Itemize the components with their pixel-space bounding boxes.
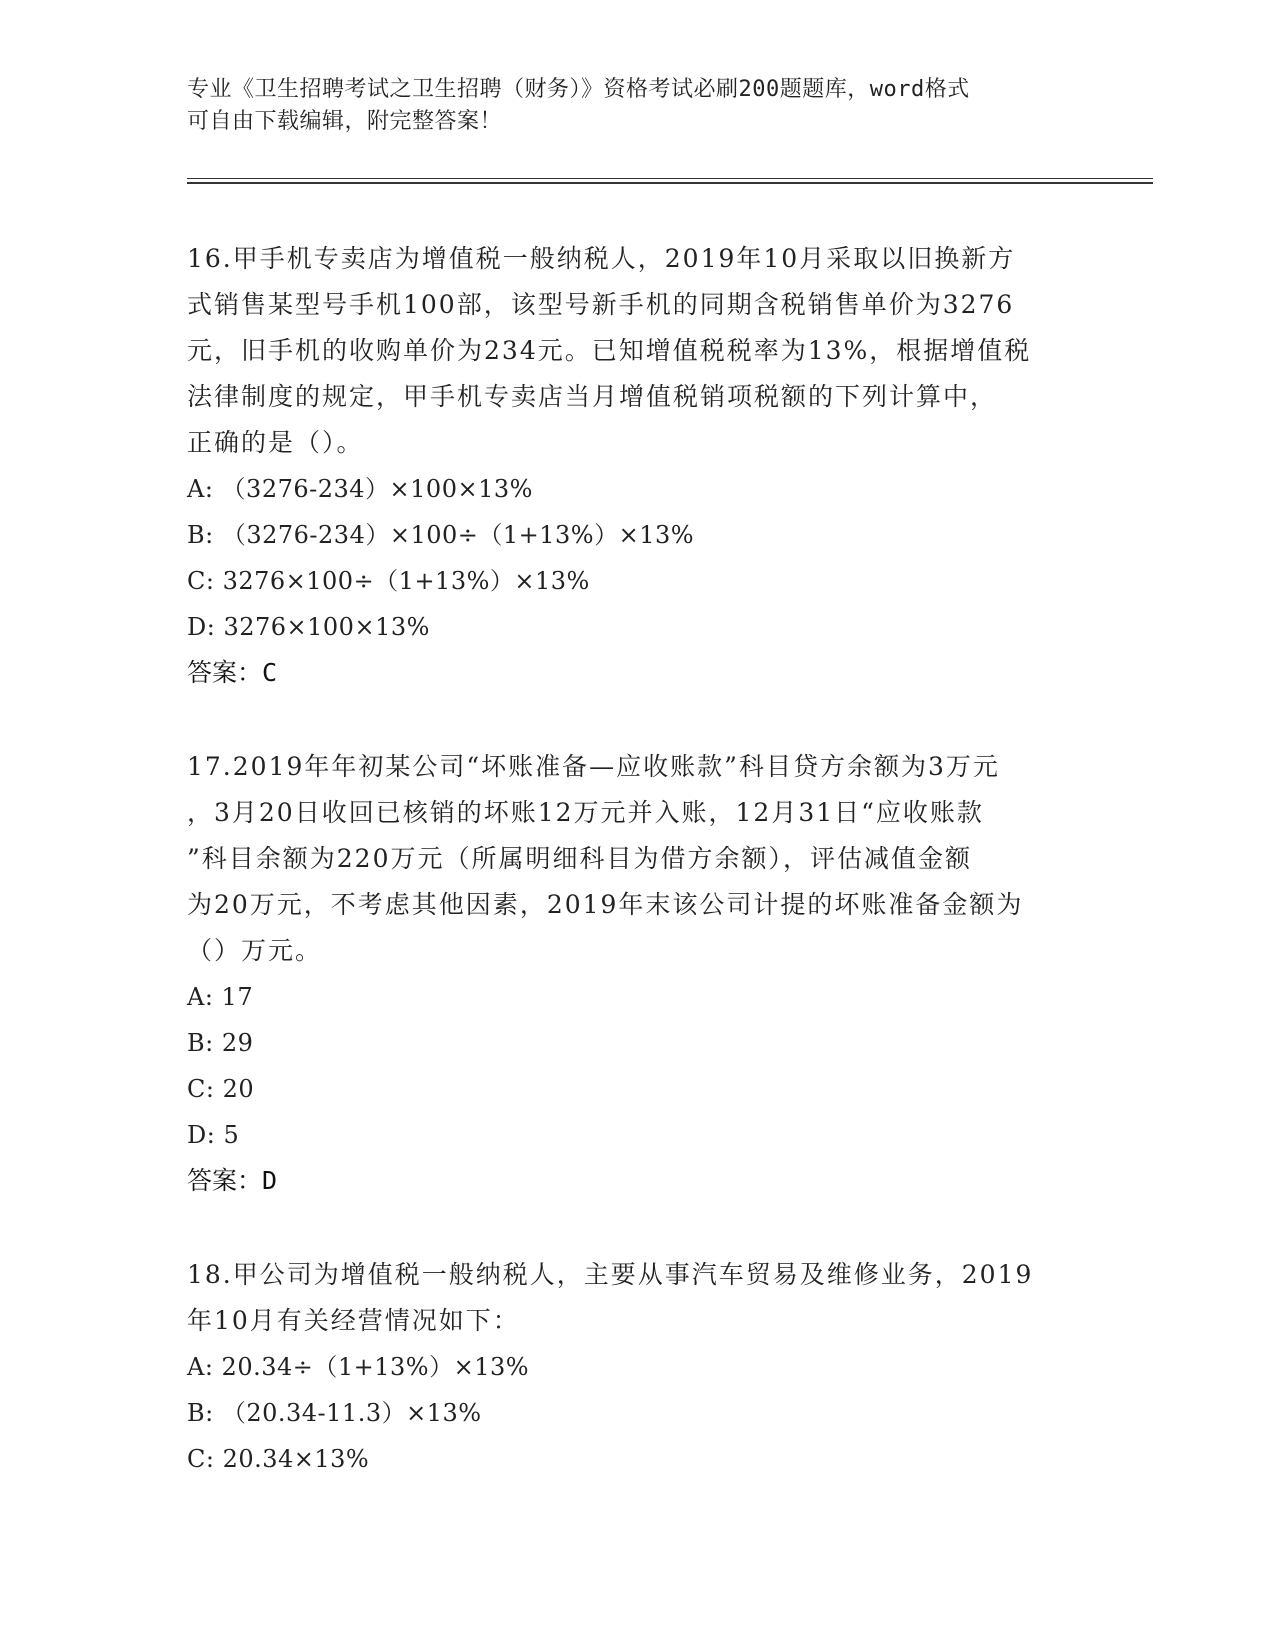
option-b: B: 29 [187, 1029, 254, 1057]
answer-label: 答案：C [187, 658, 278, 687]
question-stem-line: 式销售某型号手机100部，该型号新手机的同期含税销售单价为3276 [187, 290, 1015, 319]
option-b: B: （20.34-11.3）×13% [187, 1399, 482, 1427]
option-d: D: 3276×100×13% [187, 613, 430, 641]
option-d: D: 5 [187, 1121, 240, 1149]
option-a: A: 17 [187, 983, 254, 1011]
question-stem-line: 17.2019年年初某公司“坏账准备—应收账款”科目贷方余额为3万元 [187, 752, 1000, 781]
header-line-1: 专业《卫生招聘考试之卫生招聘（财务）》资格考试必刷200题题库，word格式 [187, 77, 970, 102]
answer-label: 答案：D [187, 1166, 278, 1195]
question-stem-line: 正确的是（）。 [187, 428, 364, 457]
question-17 [187, 744, 1087, 1204]
option-c: C: 20.34×13% [187, 1445, 370, 1473]
header-divider-thick [187, 182, 1153, 184]
question-list [187, 236, 1087, 1530]
question-stem-line: 法律制度的规定，甲手机专卖店当月增值税销项税额的下列计算中， [187, 382, 998, 411]
question-stem-line: ，3月20日收回已核销的坏账12万元并入账，12月31日“应收账款 [187, 798, 984, 827]
question-stem-line: ”科目余额为220万元（所属明细科目为借方余额），评估减值金额 [187, 844, 973, 873]
header-divider-thin [187, 178, 1153, 179]
question-stem-line: 18.甲公司为增值税一般纳税人，主要从事汽车贸易及维修业务，2019 [187, 1260, 1034, 1289]
option-a: A: 20.34÷（1+13%）×13% [187, 1353, 530, 1381]
question-stem-line: 年10月有关经营情况如下： [187, 1306, 520, 1335]
question-stem-line: 元，旧手机的收购单价为234元。已知增值税税率为13%，根据增值税 [187, 336, 1032, 365]
question-stem-line: （）万元。 [187, 936, 323, 965]
option-a: A: （3276-234）×100×13% [187, 475, 533, 503]
question-16 [187, 236, 1087, 696]
question-18 [187, 1252, 1087, 1482]
question-stem-line: 为20万元，不考虑其他因素，2019年末该公司计提的坏账准备金额为 [187, 890, 1024, 919]
page-header [187, 74, 1087, 138]
option-c: C: 20 [187, 1075, 255, 1103]
option-b: B: （3276-234）×100÷（1+13%）×13% [187, 521, 695, 549]
question-stem-line: 16.甲手机专卖店为增值税一般纳税人，2019年10月采取以旧换新方 [187, 244, 1016, 273]
header-line-2: 可自由下载编辑，附完整答案！ [187, 109, 503, 134]
option-c: C: 3276×100÷（1+13%）×13% [187, 567, 590, 595]
